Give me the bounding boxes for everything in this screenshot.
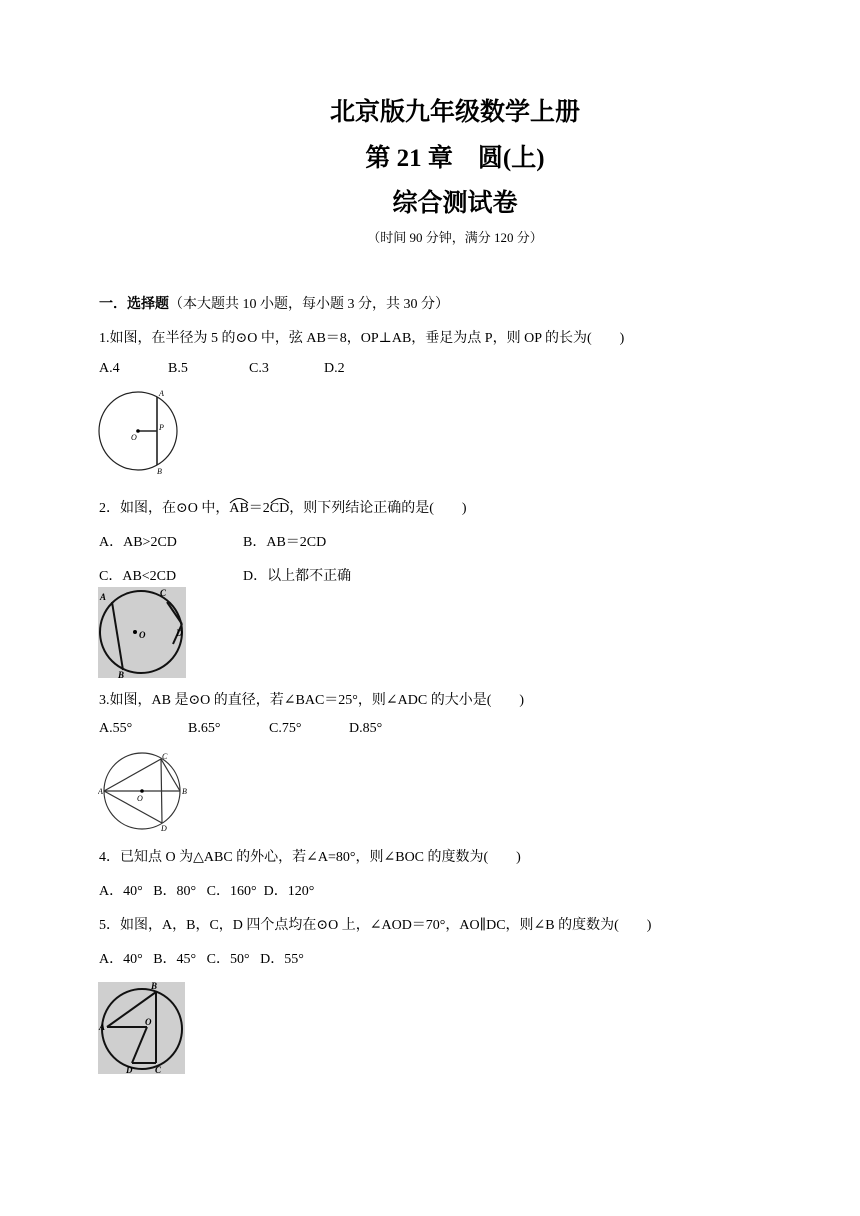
q3-option-c: C.75° <box>269 721 302 736</box>
question-2-stem <box>99 497 467 517</box>
q5-label-o: O <box>145 1017 152 1027</box>
question-3-stem: 3.如图，AB 是⊙O 的直径，若∠BAC＝25°，则∠ADC 的大小是( ) <box>99 693 525 708</box>
chapter-title: 第 21 章 圆(上) <box>365 145 545 172</box>
q2-option-d: D．以上都不正确 <box>243 569 352 584</box>
section-heading-note: （本大题共 10 小题，每小题 3 分，共 30 分） <box>169 297 449 312</box>
q2-label-o: O <box>139 630 146 640</box>
q2-label-c: C <box>160 588 167 598</box>
q2-arc-ab-text: AB <box>229 501 249 516</box>
q4-options: A．40° B．80° C．160° D．120° <box>99 884 315 899</box>
q2-label-b: B <box>118 670 125 678</box>
q5-label-c: C <box>155 1065 162 1074</box>
question-4-stem: 4．已知点 O 为△ABC 的外心，若∠A=80°，则∠BOC 的度数为( ) <box>99 850 521 865</box>
question-5-stem: 5．如图，A，B，C，D 四个点均在⊙O 上，∠AOD＝70°，AO∥DC，则∠B 的度数为( ) <box>99 918 652 933</box>
q2-option-b: B．AB＝2CD <box>243 535 327 550</box>
q2-stem-mid: ＝2 <box>248 501 270 516</box>
q3-option-d: D.85° <box>349 721 383 736</box>
q3-label-d: D <box>161 824 167 833</box>
q2-label-d: D <box>176 628 183 638</box>
q3-option-a: A.55° <box>99 721 133 736</box>
section-heading-label: 一．选择题 <box>99 297 169 312</box>
q3-label-c: C <box>162 752 168 761</box>
q1-label-p: P <box>159 423 164 432</box>
test-title: 综合测试卷 <box>392 190 518 217</box>
q2-option-a: A．AB>2CD <box>99 535 177 550</box>
q2-option-c: C．AB<2CD <box>99 569 177 584</box>
q2-stem-pre: 2．如图，在⊙O 中， <box>99 501 230 516</box>
q3-label-b: B <box>182 787 187 796</box>
section-heading <box>99 293 449 313</box>
q2-arc-ab <box>229 501 248 517</box>
q2-stem-post: ，则下列结论正确的是( ) <box>289 501 467 516</box>
q2-arc-cd <box>270 501 289 517</box>
document-title: 北京版九年级数学上册 <box>329 99 580 126</box>
q3-figure <box>98 751 190 833</box>
q1-option-a: A.4 <box>99 361 120 376</box>
question-1-stem: 1.如图，在半径为 5 的⊙O 中，弦 AB＝8，OP⊥AB，垂足为点 P，则 OP 的长为( ) <box>99 331 625 346</box>
q5-label-d: D <box>126 1065 133 1074</box>
q1-option-b: B.5 <box>168 361 188 376</box>
q5-figure <box>98 982 185 1074</box>
q5-options: A．40° B．45° C．50° D．55° <box>99 952 304 967</box>
q3-label-a: A <box>98 787 103 796</box>
q3-label-o: O <box>137 794 143 803</box>
q1-label-o: O <box>131 433 137 442</box>
q5-label-a: A <box>99 1022 106 1032</box>
q1-label-a: A <box>159 389 164 398</box>
q2-figure <box>98 587 186 678</box>
time-score-note: （时间 90 分钟，满分 120 分） <box>367 230 543 245</box>
arc-mark-icon <box>270 496 290 504</box>
q1-option-c: C.3 <box>249 361 269 376</box>
arc-mark-icon <box>229 496 249 504</box>
q2-arc-cd-text: CD <box>269 501 290 516</box>
q1-figure <box>94 386 184 476</box>
q1-option-d: D.2 <box>324 361 345 376</box>
q2-label-a: A <box>100 592 107 602</box>
q5-label-b: B <box>151 982 158 991</box>
q1-label-b: B <box>157 467 162 476</box>
q3-option-b: B.65° <box>188 721 221 736</box>
